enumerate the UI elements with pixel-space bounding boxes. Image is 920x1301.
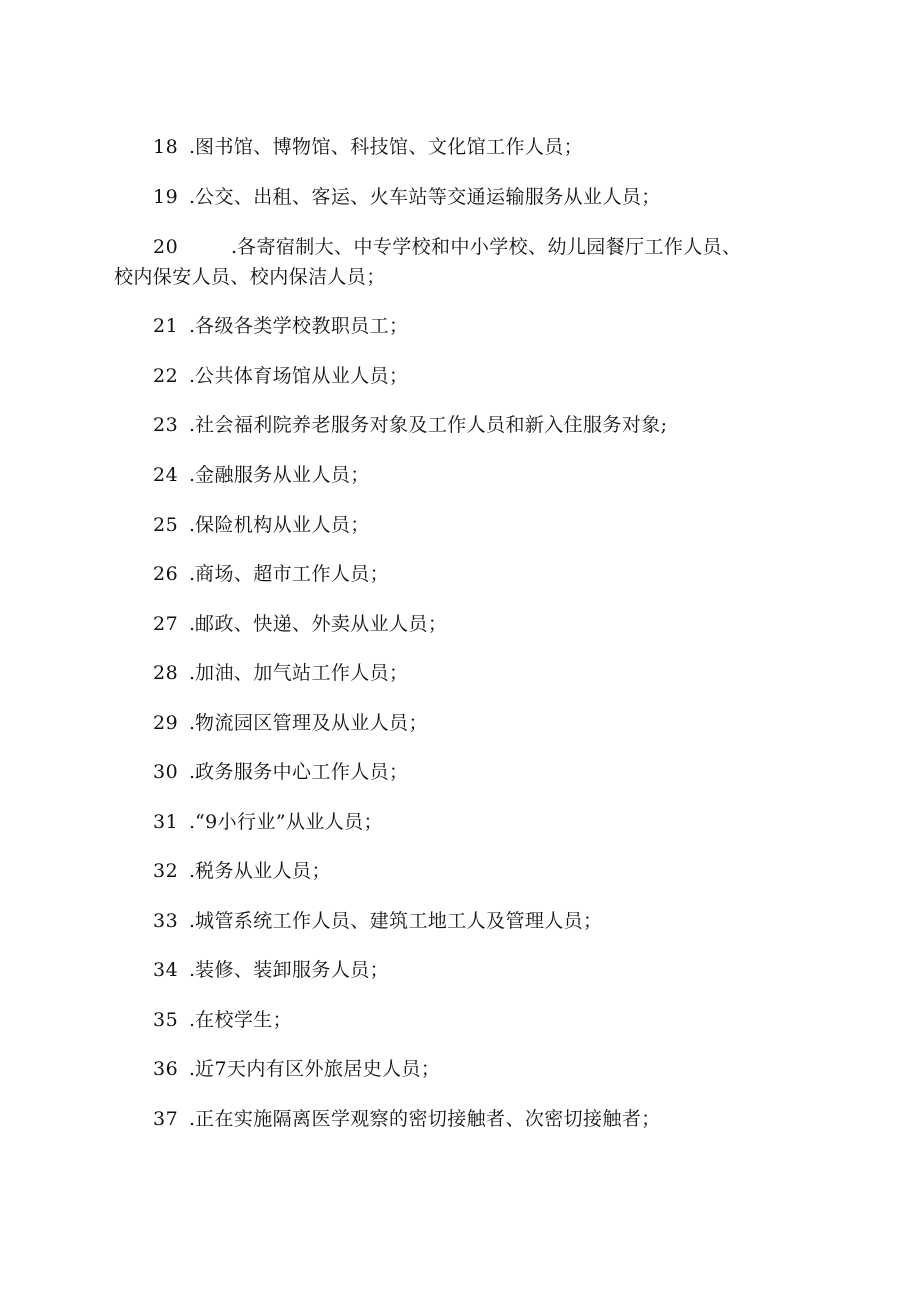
item-separator: . [189,1058,196,1080]
item-text: 装修、装卸服务人员； [195,959,390,981]
item-separator: . [189,563,196,585]
item-separator: . [189,613,196,635]
item-separator: . [189,811,196,833]
item-number: 35 [153,1009,179,1031]
item-text: 公共体育场馆从业人员； [195,365,409,387]
list-item [114,1054,814,1084]
list-item [114,132,814,162]
item-text: 在校学生； [195,1009,293,1031]
item-text: 社会福利院养老服务对象及工作人员和新入住服务对象; [195,414,668,436]
item-text: 城管系统工作人员、建筑工地工人及管理人员； [195,910,603,932]
item-number: 36 [153,1058,179,1080]
item-separator: . [189,464,196,486]
item-text: 图书馆、博物馆、科技馆、文化馆工作人员； [195,136,584,158]
item-number: 26 [153,563,179,585]
item-separator: . [189,1009,196,1031]
item-text: “9小行业”从业人员； [195,811,383,833]
list-item [114,658,814,688]
list-item [114,559,814,589]
item-text: 物流园区管理及从业人员； [195,712,428,734]
item-separator: . [189,959,196,981]
list-item [114,609,814,639]
item-text: 税务从业人员； [195,860,331,882]
item-number: 27 [153,613,179,635]
item-separator: . [189,1108,196,1130]
item-separator: . [189,365,196,387]
item-separator: . [189,761,196,783]
item-text: 近7天内有区外旅居史人员； [195,1058,441,1080]
list-item [114,906,814,936]
list-item [114,510,814,540]
list-item [114,955,814,985]
item-separator: . [231,236,238,258]
list-item [114,232,814,292]
item-text: 商场、超市工作人员； [195,563,390,585]
list-item [114,708,814,738]
list-item [114,182,814,212]
item-number: 25 [153,514,179,536]
item-separator: . [189,712,196,734]
item-number: 30 [153,761,179,783]
item-separator: . [189,514,196,536]
item-separator: . [189,186,196,208]
item-text: 邮政、快递、外卖从业人员； [195,613,448,635]
item-number: 22 [153,365,179,387]
list-item [114,361,814,391]
item-number: 34 [153,959,179,981]
item-number: 20 [153,236,179,258]
list-item [114,856,814,886]
item-text: 正在实施隔离医学观察的密切接触者、次密切接触者； [195,1108,661,1130]
list-item [114,460,814,490]
list-item [114,410,814,440]
item-number: 23 [153,414,179,436]
item-text: 保险机构从业人员； [195,514,370,536]
item-separator: . [189,860,196,882]
item-number: 19 [153,186,179,208]
item-number: 32 [153,860,179,882]
item-separator: . [189,315,196,337]
item-separator: . [189,414,196,436]
list-item [114,807,814,837]
item-text-continued: 校内保安人员、校内保洁人员； [114,266,386,288]
list-item [114,1005,814,1035]
item-number: 37 [153,1108,179,1130]
item-number: 31 [153,811,179,833]
list-item [114,757,814,787]
item-text: 加油、加气站工作人员； [195,662,409,684]
item-number: 29 [153,712,179,734]
item-text: 公交、出租、客运、火车站等交通运输服务从业人员； [195,186,661,208]
item-separator: . [189,910,196,932]
item-text: 金融服务从业人员； [195,464,370,486]
list-item [114,311,814,341]
item-separator: . [189,662,196,684]
item-number: 28 [153,662,179,684]
item-text: 各级各类学校教职员工； [195,315,409,337]
item-number: 33 [153,910,179,932]
item-number: 24 [153,464,179,486]
item-number: 18 [153,136,179,158]
list-item [114,1104,814,1134]
item-text: 各寄宿制大、中专学校和中小学校、幼儿园餐厅工作人员、 [237,236,742,258]
item-number: 21 [153,315,179,337]
item-separator: . [189,136,196,158]
item-text: 政务服务中心工作人员； [195,761,409,783]
